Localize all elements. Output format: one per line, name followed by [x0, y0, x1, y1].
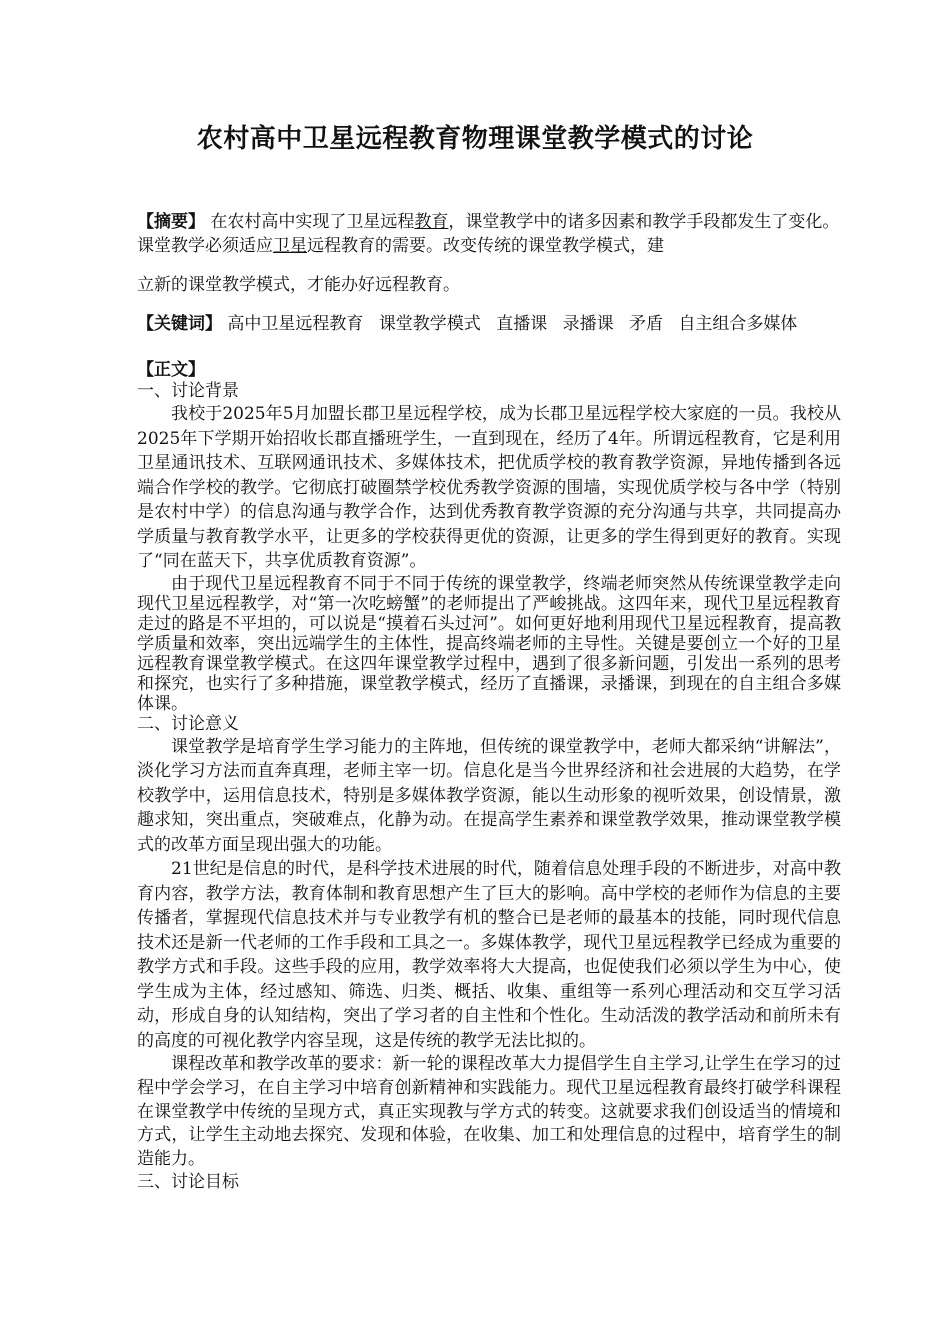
abstract-tail: 立新的课堂教学模式，才能办好远程教育。: [137, 275, 460, 295]
section-heading-objectives: 三、讨论目标: [137, 1171, 239, 1192]
section-heading-significance: 二、讨论意义: [137, 713, 239, 734]
paragraph-significance-1: 课堂教学是培育学生学习能力的主阵地，但传统的课堂教学中，老师大都采纳“讲解法”，淡化学习方法而直奔真理，老师主宰一切。信息化是当今世界经济和社会进展的大趋势，在学校教学中，运用信息技术，特别是多媒体教学资源，能以生动形象的视听效果，创设情景，激趣求知，突出重点，突破难点，化静为动。在提高学生素养和课堂教学效果，推动课堂教学模式的改革方面呈现出强大的功能。: [137, 736, 841, 855]
keywords: [137, 313, 841, 335]
abstract-link-education[interactable]: 教育: [414, 212, 449, 232]
abstract-link-satellite[interactable]: 卫星: [273, 236, 307, 256]
keywords-label: 【关键词】: [137, 314, 222, 334]
body-label: 【正文】: [137, 360, 205, 380]
section-heading-background: 一、讨论背景: [137, 381, 239, 401]
abstract-text-part-3: 远程教育的需要。改变传统的课堂教学模式，建: [307, 236, 664, 256]
paragraph-background-1: 我校于2025年5月加盟长郡卫星远程学校，成为长郡卫星远程学校大家庭的一员。我校从2025年下学期开始招收长郡直播班学生，一直到现在，经历了4年。所谓远程教育，它是利用卫星通讯技术、互联网通讯技术、多媒体技术，把优质学校的教育教学资源，异地传播到各远端合作学校的教学。它彻底打破圈禁学校优秀教学资源的围墙，实现优质学校与各中学（特别是农村中学）的信息沟通与教学合作，达到优秀教育教学资源的充分沟通与共享，共同提高办学质量与教育教学水平，让更多的学校获得更优的资源，让更多的学生得到更好的教育。实现了“同在蓝天下，共享优质教育资源”。: [137, 404, 841, 571]
paragraph-significance-2: 21世纪是信息的时代，是科学技术进展的时代，随着信息处理手段的不断进步，对高中教育内容，教学方法，教育体制和教育思想产生了巨大的影响。高中学校的老师作为信息的主要传播者，掌握现代信息技术并与专业教学有机的整合已是老师的最基本的技能，同时现代信息技术还是新一代老师的工作手段和工具之一。多媒体教学，现代卫星远程教学已经成为重要的教学方式和手段。这些手段的应用，教学效率将大大提高，也促使我们必须以学生为中心，使学生成为主体，经过感知、筛选、归类、概括、收集、重组等一系列心理活动和交互学习活动，形成自身的认知结构，突出了学习者的自主性和个性化。生动活泼的教学活动和前所未有的高度的可视化教学内容呈现，这是传统的教学无法比拟的。: [137, 859, 841, 1051]
abstract-label: 【摘要】: [137, 212, 205, 232]
keyword-item: 直播课: [496, 314, 548, 334]
abstract-text-part-1: 在农村高中实现了卫星远程: [210, 212, 415, 232]
keyword-item: 录播课: [562, 314, 614, 334]
abstract: [137, 210, 841, 258]
main-body: [137, 360, 841, 1193]
keyword-item: 高中卫星远程教育: [227, 314, 364, 334]
paragraph-background-2: 由于现代卫星远程教育不同于不同于传统的课堂教学，终端老师突然从传统课堂教学走向现代卫星远程教学，对“第一次吃螃蟹”的老师提出了严峻挑战。这四年来，现代卫星远程教育走过的路是不平坦的，可以说是“摸着石头过河”。如何更好地利用现代卫星远程教育，提高教学质量和效率，突出远端学生的主体性，提高终端老师的主导性。关键是要创立一个好的卫星远程教育课堂教学模式。在这四年课堂教学过程中，遇到了很多新问题，引发出一系列的思考和探究，也实行了多种措施，课堂教学模式，经历了直播课，录播课，到现在的自主组合多媒体课。: [137, 573, 841, 714]
keyword-item: 自主组合多媒体: [678, 314, 798, 334]
paragraph-significance-3: 课程改革和教学改革的要求：新一轮的课程改革大力提倡学生自主学习,让学生在学习的过程中学会学习，在自主学习中培育创新精神和实践能力。现代卫星远程教育最终打破学科课程在课堂教学中传统的呈现方式，真正实现教与学方式的转变。这就要求我们创设适当的情境和方式，让学生主动地去探究、发现和体验，在收集、加工和处理信息的过程中，培育学生的制造能力。: [137, 1054, 841, 1170]
keyword-item: 课堂教学模式: [378, 314, 481, 334]
document-title: 农村高中卫星远程教育物理课堂教学模式的讨论: [196, 124, 754, 154]
abstract-text-part-2: ，课堂教学中的诸多因素和教学手段都发生了变化。课堂教学必须适应: [137, 212, 840, 256]
keyword-item: 矛盾: [629, 314, 664, 334]
